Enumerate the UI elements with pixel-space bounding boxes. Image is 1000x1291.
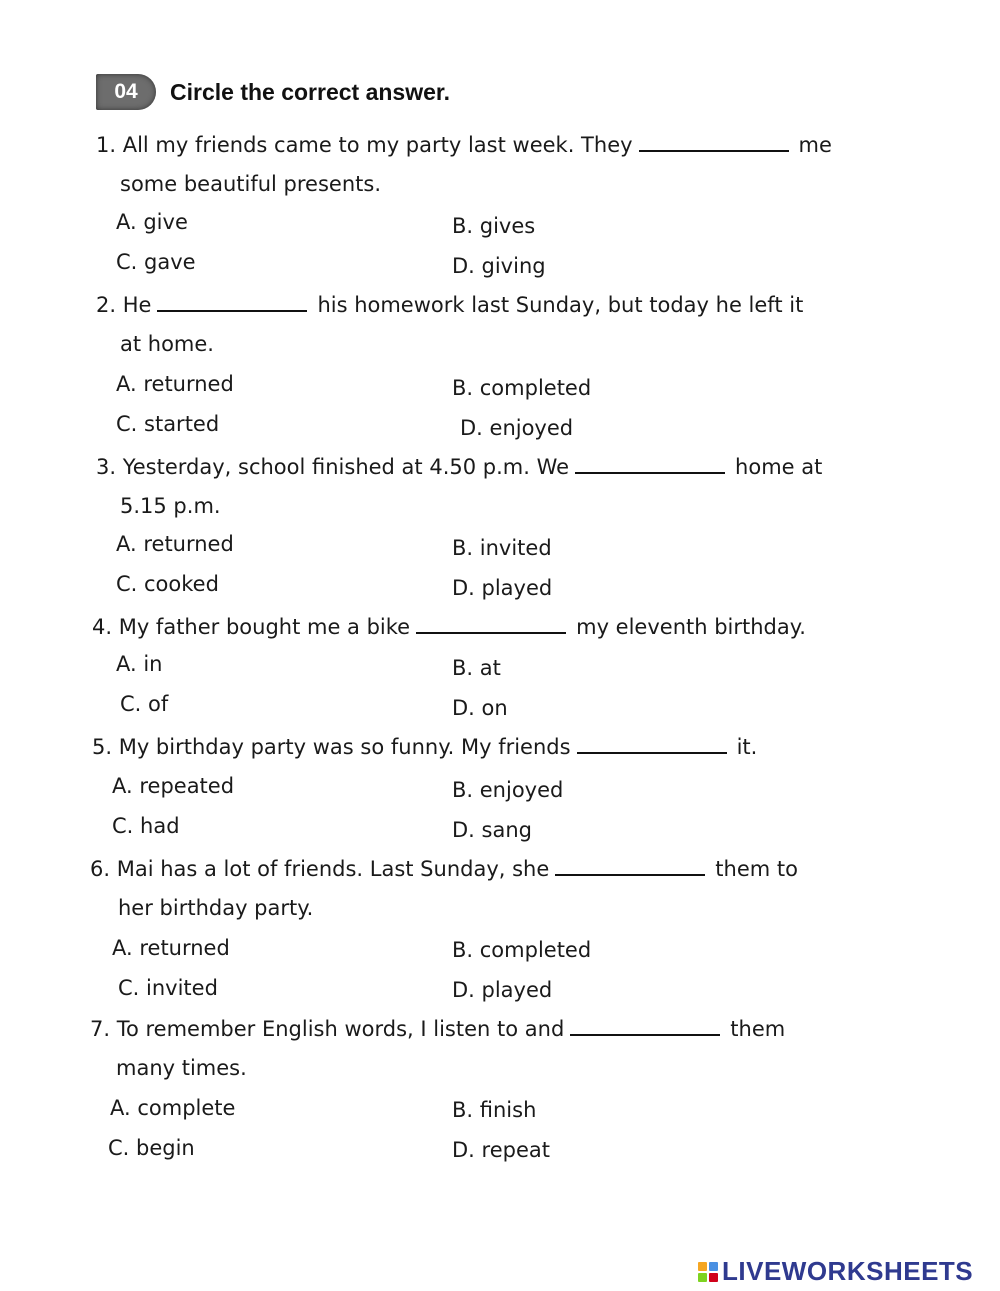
question-continuation: 5.15 p.m. xyxy=(120,494,221,518)
question-continuation: many times. xyxy=(116,1056,247,1080)
stem-text-before: 2. He xyxy=(96,293,152,317)
option-d[interactable]: D. sang xyxy=(452,818,532,842)
stem-text-before: 3. Yesterday, school finished at 4.50 p.m. We xyxy=(96,455,570,479)
option-b[interactable]: B. invited xyxy=(452,536,552,560)
option-b[interactable]: B. finish xyxy=(452,1098,537,1122)
option-c[interactable]: C. started xyxy=(116,412,220,436)
answer-blank[interactable] xyxy=(157,292,307,312)
option-c[interactable]: C. had xyxy=(112,814,180,838)
exercise-header xyxy=(96,72,450,112)
question-stem xyxy=(90,1016,785,1041)
answer-blank[interactable] xyxy=(577,734,727,754)
option-b[interactable]: B. at xyxy=(452,656,501,680)
option-b[interactable]: B. completed xyxy=(452,938,592,962)
liveworksheets-logo xyxy=(698,1256,973,1287)
stem-text-after: it. xyxy=(736,735,758,759)
logo-grid-icon xyxy=(698,1262,718,1282)
option-a[interactable]: A. complete xyxy=(110,1096,236,1120)
logo-text: LIVEWORKSHEETS xyxy=(722,1256,974,1286)
question-stem xyxy=(92,734,757,759)
option-a[interactable]: A. returned xyxy=(112,936,230,960)
option-d[interactable]: D. played xyxy=(452,978,553,1002)
option-c[interactable]: C. begin xyxy=(108,1136,195,1160)
question-continuation: her birthday party. xyxy=(118,896,314,920)
question-stem xyxy=(96,454,822,479)
question-continuation: at home. xyxy=(120,332,214,356)
stem-text-after: me xyxy=(798,133,832,157)
option-d[interactable]: D. played xyxy=(452,576,553,600)
exercise-title: Circle the correct answer. xyxy=(170,78,450,105)
stem-text-before: 1. All my friends came to my party last week. They xyxy=(96,133,633,157)
question-continuation: some beautiful presents. xyxy=(120,172,381,196)
option-a[interactable]: A. repeated xyxy=(112,774,235,798)
option-d[interactable]: D. on xyxy=(452,696,508,720)
stem-text-after: them xyxy=(730,1017,786,1041)
option-a[interactable]: A. returned xyxy=(116,532,234,556)
answer-blank[interactable] xyxy=(639,132,789,152)
exercise-number-badge: 04 xyxy=(96,74,156,110)
answer-blank[interactable] xyxy=(570,1016,720,1036)
option-c[interactable]: C. of xyxy=(120,692,169,716)
option-d[interactable]: D. enjoyed xyxy=(460,416,574,440)
logo-square xyxy=(698,1273,707,1282)
logo-square xyxy=(698,1262,707,1271)
option-c[interactable]: C. invited xyxy=(118,976,218,1000)
question-stem xyxy=(90,856,798,881)
answer-blank[interactable] xyxy=(416,614,566,634)
question-stem xyxy=(92,614,806,639)
option-b[interactable]: B. gives xyxy=(452,214,536,238)
option-d[interactable]: D. repeat xyxy=(452,1138,550,1162)
question-stem xyxy=(96,132,832,157)
stem-text-before: 6. Mai has a lot of friends. Last Sunday, she xyxy=(90,857,550,881)
stem-text-before: 4. My father bought me a bike xyxy=(92,615,411,639)
stem-text-after: his homework last Sunday, but today he left it xyxy=(317,293,804,317)
option-a[interactable]: A. give xyxy=(116,210,188,234)
logo-square xyxy=(709,1273,718,1282)
option-a[interactable]: A. in xyxy=(116,652,163,676)
answer-blank[interactable] xyxy=(575,454,725,474)
stem-text-before: 7. To remember English words, I listen to and xyxy=(90,1017,565,1041)
option-d[interactable]: D. giving xyxy=(452,254,546,278)
option-b[interactable]: B. enjoyed xyxy=(452,778,564,802)
option-c[interactable]: C. cooked xyxy=(116,572,219,596)
option-c[interactable]: C. gave xyxy=(116,250,196,274)
stem-text-before: 5. My birthday party was so funny. My friends xyxy=(92,735,571,759)
option-a[interactable]: A. returned xyxy=(116,372,234,396)
logo-square xyxy=(709,1262,718,1271)
option-b[interactable]: B. completed xyxy=(452,376,592,400)
stem-text-after: them to xyxy=(715,857,798,881)
stem-text-after: home at xyxy=(735,455,823,479)
stem-text-after: my eleventh birthday. xyxy=(576,615,806,639)
answer-blank[interactable] xyxy=(555,856,705,876)
question-stem xyxy=(96,292,803,317)
